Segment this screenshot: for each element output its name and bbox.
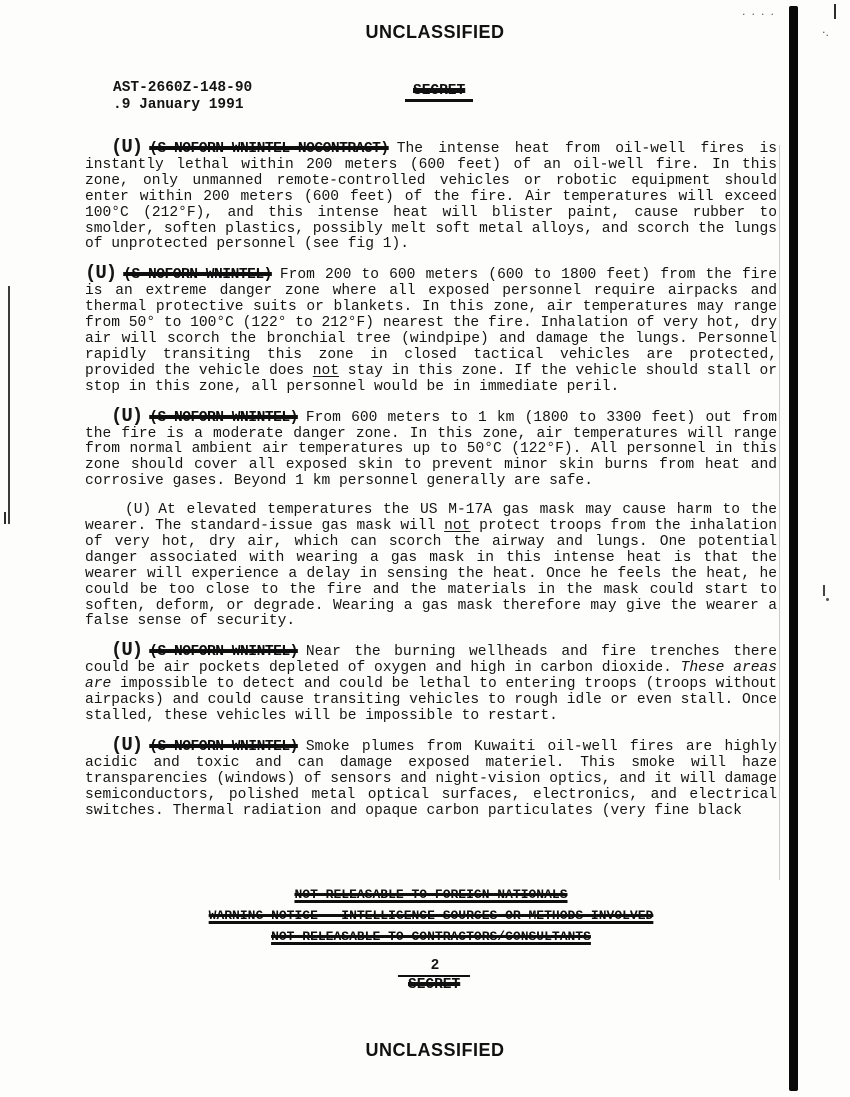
scan-corner-dots: ····	[742, 8, 780, 21]
struck-caveat: WARNING NOTICE - INTELLIGENCE SOURCES OR METHODS INVOLVED	[208, 908, 654, 923]
struck-classification: (S-NOFORN-WNINTEL)	[149, 738, 298, 755]
paragraph-1	[85, 136, 777, 253]
declass-marker: (U)	[111, 404, 143, 427]
paragraph-text: stay in this zone. If the vehicle should stall or stop in this zone, all personnel would be in immediate peril.	[85, 362, 778, 395]
scan-corner-stroke	[834, 4, 836, 19]
scan-corner-dots: ·.	[822, 26, 829, 39]
page-number: 2	[430, 958, 440, 974]
paragraph-text: Near the burning wellheads and fire trenches there could be air pockets depleted of oxygen and high in carbon dioxide.	[85, 644, 777, 677]
paragraph-text: Smoke plumes from Kuwaiti oil-well fires are highly acidic and toxic and can damage exposed materiel. This smoke will haze transparencies (windows) of sensors and night-vision optics, and it will damage semiconductors, polished metal optical surfaces, electronics, and electrical switches. Thermal radiation and opaque carbon particulates (very fine black	[85, 738, 777, 819]
paragraph-text: From 200 to 600 meters (600 to 1800 feet) from the fire is an extreme danger zone where all exposed personnel require airpacks and thermal protective suits or blankets. In this zone, air temperatures may range from 50° to 100°C (122° to 212°F) nearest the fire. Inhalation of very hot, dry air will scorch the bronchial tree (windpipe) and damage the lungs. Personnel rapidly transiting this zone in closed tactical vehicles are protected, provided the vehicle does	[85, 267, 777, 379]
paragraph-4	[85, 503, 777, 630]
underlined-word: not	[312, 362, 340, 379]
scan-faint-rule	[779, 145, 780, 880]
declass-marker: (U)	[111, 136, 143, 158]
declass-marker: (U)	[125, 502, 152, 519]
document-number: AST-2660Z-148-90	[113, 80, 253, 96]
document-header	[113, 80, 252, 114]
struck-secret-footer: SECRET	[398, 975, 470, 993]
paragraph-text: At elevated temperatures the US M-17A gas mask may cause harm to the wearer. The standard-issue gas mask will	[85, 502, 777, 535]
caveat-row	[85, 886, 777, 907]
underlined-word: not	[444, 518, 471, 535]
scan-edge-bar	[789, 6, 798, 1091]
declass-marker: (U)	[111, 639, 143, 662]
caveat-row	[85, 928, 777, 949]
scan-left-tick	[4, 512, 6, 524]
paragraph-text: impossible to detect and could be lethal to entering troops (troops without airpacks) and could cause transiting vehicles to rough idle or even stall. Once stalled, these vehicles will be impossible to restart.	[85, 676, 777, 724]
paragraph-2	[85, 262, 778, 395]
paragraph-text: The intense heat from oil-well fires is instantly lethal within 200 meters (600 feet) of an oil-well fire. In this zone, only unmanned remote-controlled vehicles or robotic equipment should enter within 200 meters (600 feet) of the fire. Air temperatures will exceed 100°C (212°F), and this intense heat will blister paint, cause rubber to smolder, soften plastics, possibly melt soft metal alloys, and scorch the lungs of unprotected personnel (see fig 1).	[85, 141, 777, 253]
declass-marker: (U)	[85, 262, 117, 285]
document-date: .9 January 1991	[113, 97, 244, 113]
italic-phrase: These areas are	[85, 660, 777, 693]
bottom-classification-banner: UNCLASSIFIED	[365, 1040, 505, 1060]
struck-caveat: NOT RELEASABLE TO FOREIGN NATIONALS	[294, 887, 568, 902]
declass-marker: (U)	[111, 733, 143, 756]
caveat-block	[85, 886, 777, 949]
paragraph-text: From 600 meters to 1 km (1800 to 3300 feet) out from the fire is a moderate danger zone. In this zone, air temperatures will range from normal ambient air temperatures up to 50°C (122°F). All personnel in this zone should cover all exposed skin to prevent minor skin burns from heat and corrosive gases. Beyond 1 km personnel generally are safe.	[85, 409, 777, 490]
document-body	[85, 136, 778, 832]
struck-classification: (S-NOFORN-WNINTEL)	[123, 267, 272, 284]
paragraph-5	[85, 639, 777, 725]
paragraph-text: protect troops from the inhalation of very hot, dry air, which can scorch the airway and lungs. One potential danger associated with wearing a gas mask in this intense heat is that the wearer will experience a delay in sensing the heat. Once he feels the heat, he could be too close to the fire and the materials in the mask could start to soften, deform, or degrade. Wearing a gas mask therefore may give the wearer a false sense of security.	[85, 518, 777, 630]
paragraph-3	[85, 404, 777, 491]
scan-left-line	[8, 286, 10, 524]
scan-margin-mark	[823, 585, 825, 596]
struck-secret-header: SECRET	[405, 83, 473, 102]
struck-classification: (S-NOFORN-WNINTEL)	[149, 644, 298, 661]
struck-classification: (S-NOFORN-WNINTEL)	[149, 409, 298, 426]
paragraph-6	[85, 733, 777, 820]
scan-margin-dot	[826, 598, 829, 601]
struck-caveat: NOT RELEASABLE TO CONTRACTORS/CONSULTANTS	[271, 929, 591, 944]
struck-classification: (S-NOFORN-WNINTEL-NOCONTRACT)	[149, 141, 389, 157]
caveat-row	[85, 907, 777, 928]
top-classification-banner: UNCLASSIFIED	[365, 22, 505, 42]
